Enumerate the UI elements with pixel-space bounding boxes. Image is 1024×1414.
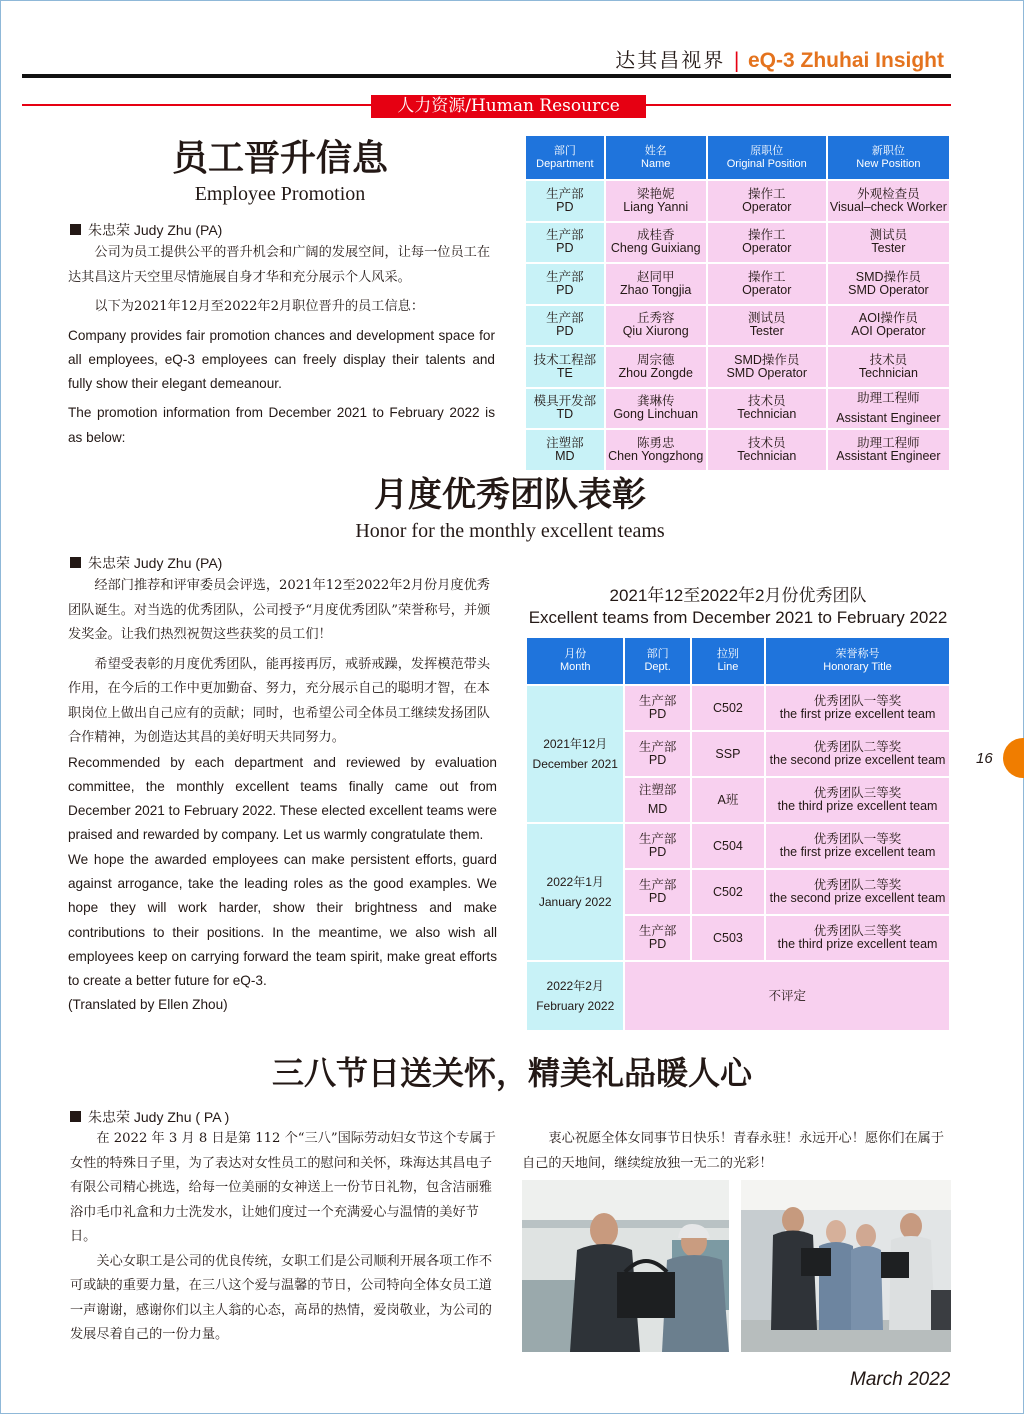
promotion-cell-name: 赵同甲 Zhao Tongjia bbox=[606, 264, 706, 304]
promotion-row bbox=[526, 181, 949, 221]
promotion-cell-new: SMD操作员 SMD Operator bbox=[828, 264, 949, 304]
honor-cell-month: 2021年12月 December 2021 bbox=[527, 686, 623, 822]
promotion-cell-orig: 操作工 Operator bbox=[708, 223, 826, 263]
honor-p4-en: We hope the awarded employees can make persistent efforts, guard against arrogance, take the leading roles as the good examples. We hope they will work harder, show their brightness and make contributions to their positions. In the meantime, we also wish all employees keep on carrying forward the team spirit, make great efforts to create a better future for eQ-3. bbox=[68, 851, 497, 989]
promotion-cell-orig: 技术员 Technician bbox=[708, 389, 826, 429]
header-original-position: 原职位 Original Position bbox=[708, 136, 826, 179]
honor-cell-line: C502 bbox=[692, 686, 764, 730]
section-label: 人力资源/Human Resource bbox=[371, 95, 646, 118]
header-line: 拉别 Line bbox=[692, 638, 764, 684]
promotion-p1-cn: 公司为员工提供公平的晋升机会和广阔的发展空间，让每一位员工在达其昌这片天空里尽情施展自身才华和充分展示个人风采。 bbox=[68, 245, 491, 285]
promotion-cell-name: 梁艳妮 Liang Yanni bbox=[606, 181, 706, 221]
honor-cell-month: 2022年1月 January 2022 bbox=[527, 824, 623, 960]
honor-cell-title: 优秀团队二等奖 the second prize excellent team bbox=[766, 732, 949, 776]
honor-title-en: Honor for the monthly excellent teams bbox=[355, 520, 665, 542]
promotion-cell-orig: 测试员 Tester bbox=[708, 306, 826, 346]
promotion-cell-name: 龚琳传 Gong Linchuan bbox=[606, 389, 706, 429]
footer-date: March 2022 bbox=[850, 1369, 951, 1390]
header-honorary-title: 荣誉称号 Honorary Title bbox=[766, 638, 949, 684]
honor-row-february bbox=[527, 962, 949, 1030]
promotion-body bbox=[68, 241, 495, 450]
author-name: 朱忠荣 Judy Zhu (PA) bbox=[88, 555, 223, 571]
promotion-cell-dept: 模具开发部 TD bbox=[526, 389, 604, 429]
honor-cell-title: 优秀团队一等奖 the first prize excellent team bbox=[766, 824, 949, 868]
header-en: eQ-3 Zhuhai Insight bbox=[747, 49, 944, 72]
promotion-cell-new: 测试员 Tester bbox=[828, 223, 949, 263]
promotion-cell-new: 助理工程师 Assistant Engineer bbox=[828, 389, 949, 429]
honor-cell-dept: 生产部 PD bbox=[625, 824, 689, 868]
honor-cell-dept: 生产部 PD bbox=[625, 732, 689, 776]
honor-table-title-en: Excellent teams from December 2021 to February 2022 bbox=[528, 608, 948, 627]
gift-giving-photo-1 bbox=[522, 1180, 729, 1352]
honor-cell-line: SSP bbox=[692, 732, 764, 776]
promotion-cell-orig: 操作工 Operator bbox=[708, 264, 826, 304]
honor-author bbox=[70, 553, 222, 573]
promotion-title-cn: 员工晋升信息 bbox=[171, 137, 388, 179]
promotion-cell-name: 成桂香 Cheng Guixiang bbox=[606, 223, 706, 263]
magazine-header bbox=[615, 44, 944, 73]
header-new-position: 新职位 New Position bbox=[828, 136, 949, 179]
womensday-p2-cn: 关心女职工是公司的优良传统，女职工们是公司顺利开展各项工作不可或缺的重要力量，在三八这个爱与温馨的节日，公司特向全体女员工道一声谢谢，感谢你们以主人翁的心态，高昂的热情，爱岗敬业，为公司的发展尽着自己的一份力量。 bbox=[70, 1253, 493, 1342]
header-name: 姓名 Name bbox=[606, 136, 706, 179]
honor-cell-line: C503 bbox=[692, 916, 764, 960]
womensday-body bbox=[70, 1127, 498, 1348]
promotion-cell-name: 丘秀容 Qiu Xiurong bbox=[606, 306, 706, 346]
bullet-square-icon bbox=[70, 557, 81, 568]
womensday-right-col bbox=[522, 1127, 951, 1176]
honor-cell-title: 优秀团队三等奖 the third prize excellent team bbox=[766, 778, 949, 822]
promotion-cell-dept: 生产部 PD bbox=[526, 264, 604, 304]
honor-table-header bbox=[527, 638, 949, 684]
honor-cell-title: 优秀团队三等奖 the third prize excellent team bbox=[766, 916, 949, 960]
promotion-cell-orig: SMD操作员 SMD Operator bbox=[708, 347, 826, 387]
honor-cell-dept: 生产部 PD bbox=[625, 916, 689, 960]
promotion-row bbox=[526, 347, 949, 387]
author-name: 朱忠荣 Judy Zhu (PA) bbox=[88, 222, 223, 238]
header-cn: 达其昌视界 bbox=[615, 48, 726, 72]
promotion-table bbox=[524, 134, 951, 472]
promotion-cell-dept: 生产部 PD bbox=[526, 306, 604, 346]
promotion-row bbox=[526, 430, 949, 470]
honor-cell-line: C502 bbox=[692, 870, 764, 914]
honor-table-title-cn: 2021年12至2022年2月份优秀团队 bbox=[609, 586, 867, 605]
honor-table-title bbox=[527, 585, 949, 629]
honor-p3-en: Recommended by each department and reviewed by evaluation committee, the monthly excellent teams finally came out from December 2021 to February 2022. These elected excellent teams were praised and rewarded by company. Let us warmly congratulate them. bbox=[68, 754, 497, 843]
header-month: 月份 Month bbox=[527, 638, 623, 684]
promotion-title-en: Employee Promotion bbox=[194, 183, 366, 205]
promotion-table-header bbox=[526, 136, 949, 179]
honor-cell-not-rated: 不评定 bbox=[625, 962, 949, 1030]
honor-cell-title: 优秀团队二等奖 the second prize excellent team bbox=[766, 870, 949, 914]
promotion-cell-new: AOI操作员 AOI Operator bbox=[828, 306, 949, 346]
author-name: 朱忠荣 Judy Zhu ( PA ) bbox=[88, 1109, 230, 1125]
promotion-p3-en: Company provides fair promotion chances and development space for all employees, eQ-3 employees can freely display their talents and fully show their elegant demeanour. bbox=[68, 327, 495, 392]
promotion-cell-dept: 技术工程部 TE bbox=[526, 347, 604, 387]
promotion-cell-new: 助理工程师 Assistant Engineer bbox=[828, 430, 949, 470]
header-separator: | bbox=[733, 48, 740, 72]
honor-p5-en: (Translated by Ellen Zhou) bbox=[68, 997, 228, 1013]
honor-cell-dept: 生产部 PD bbox=[625, 686, 689, 730]
promotion-cell-dept: 注塑部 MD bbox=[526, 430, 604, 470]
womensday-photo-1 bbox=[522, 1180, 729, 1352]
promotion-cell-orig: 操作工 Operator bbox=[708, 181, 826, 221]
honor-cell-title: 优秀团队一等奖 the first prize excellent team bbox=[766, 686, 949, 730]
honor-row bbox=[527, 686, 949, 730]
bullet-square-icon bbox=[70, 1111, 81, 1122]
promotion-p2-cn: 以下为2021年12月至2022年2月职位晋升的员工信息： bbox=[94, 299, 425, 314]
promotion-cell-new: 技术员 Technician bbox=[828, 347, 949, 387]
honor-cell-dept: 注塑部 MD bbox=[625, 778, 689, 822]
honor-body bbox=[68, 574, 497, 1018]
bullet-square-icon bbox=[70, 224, 81, 235]
header-dept: 部门 Dept. bbox=[625, 638, 689, 684]
honor-cell-month: 2022年2月 February 2022 bbox=[527, 962, 623, 1030]
womensday-author bbox=[70, 1107, 229, 1127]
promotion-cell-name: 周宗德 Zhou Zongde bbox=[606, 347, 706, 387]
promotion-row bbox=[526, 306, 949, 346]
honor-cell-dept: 生产部 PD bbox=[625, 870, 689, 914]
honor-title-cn: 月度优秀团队表彰 bbox=[374, 475, 646, 515]
page-number: 16 bbox=[976, 750, 993, 767]
promotion-cell-dept: 生产部 PD bbox=[526, 181, 604, 221]
promotion-cell-name: 陈勇忠 Chen Yongzhong bbox=[606, 430, 706, 470]
promotion-row bbox=[526, 264, 949, 304]
honor-cell-line: C504 bbox=[692, 824, 764, 868]
promotion-p4-en: The promotion information from December 2021 to February 2022 is as below: bbox=[68, 405, 495, 445]
womensday-title: 三八节日送关怀，精美礼品暖人心 bbox=[271, 1054, 752, 1092]
promotion-author bbox=[70, 220, 222, 240]
womensday-p1-cn: 在 2022 年 3 月 8 日是第 112 个“三八”国际劳动妇女节这个专属于女性的特殊日子里，为了表达对女性员工的慰问和关怀，珠海达其昌电子有限公司精心挑选，给每一位美丽的女神送上一份节日礼物，包含洁丽雅浴巾毛巾礼盒和力士洗发水，让她们度过一个充满爱心与温情的美好节日。 bbox=[70, 1131, 496, 1244]
honor-row bbox=[527, 824, 949, 868]
promotion-row bbox=[526, 223, 949, 263]
promotion-cell-new: 外观检查员 Visual–check Worker bbox=[828, 181, 949, 221]
promotion-row bbox=[526, 389, 949, 429]
honor-p2-cn: 希望受表彰的月度优秀团队，能再接再厉，戒骄戒躁，发挥模范带头作用，在今后的工作中更加勤奋、努力，充分展示自己的聪明才智，在本职岗位上做出自己应有的贡献；同时，也希望公司全体员工继续发扬团队合作精神，为创造达其昌的美好明天共同努力。 bbox=[68, 656, 491, 745]
promotion-cell-orig: 技术员 Technician bbox=[708, 430, 826, 470]
honor-p1-cn: 经部门推荐和评审委员会评选，2021年12至2022年2月份月度优秀团队诞生。对当选的优秀团队，公司授予“月度优秀团队”荣誉称号，并颁发奖金。让我们热烈祝贺这些获奖的员工们！ bbox=[68, 578, 491, 642]
promotion-cell-dept: 生产部 PD bbox=[526, 223, 604, 263]
womensday-p3-cn: 衷心祝愿全体女同事节日快乐！青春永驻！永远开心！愿你们在属于自己的天地间，继续绽放独一无二的光彩！ bbox=[522, 1131, 945, 1171]
honor-table bbox=[525, 636, 951, 1032]
honor-cell-line: A班 bbox=[692, 778, 764, 822]
gift-giving-photo-2 bbox=[741, 1180, 951, 1352]
header-rule bbox=[22, 74, 951, 78]
header-department: 部门 Department bbox=[526, 136, 604, 179]
womensday-photo-2 bbox=[741, 1180, 951, 1352]
